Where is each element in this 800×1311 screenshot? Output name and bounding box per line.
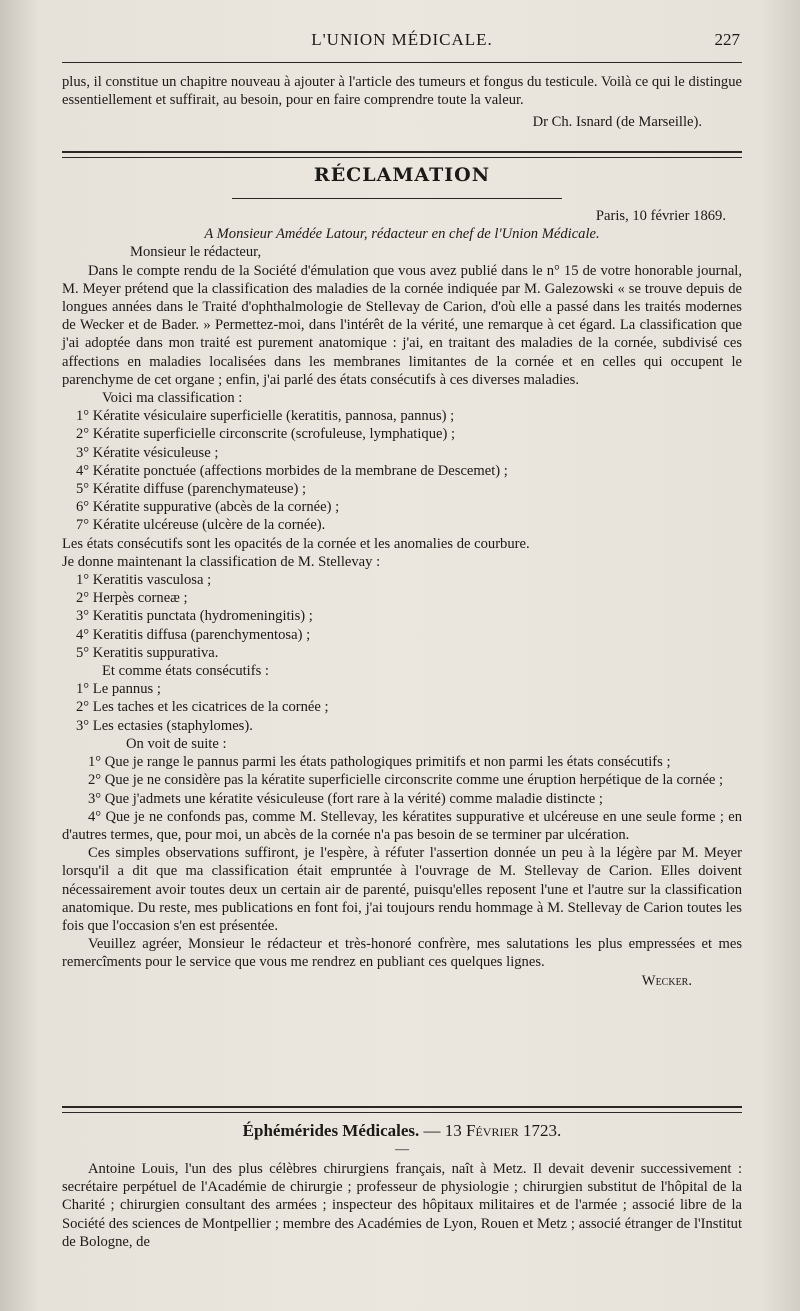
address-line: A Monsieur Amédée Latour, rédacteur en chef de l'Union Médicale. — [204, 226, 600, 243]
section-title: RÉCLAMATION — [313, 164, 491, 186]
letter-paragraph: Ces simples observations suffiront, je l'espère, à réfuter l'assertion donnée un peu à la légère par M. Meyer lorsqu'il a dit que ma classification était empruntée à l'ouvrage de M. Stellevay de Carion. Elles doivent nécessairement avoir toutes deux un certain air de parenté, puisqu'elles reposent l'une et l'autre sur la classification anatomique. Du reste, mes publications en font foi, j'ai toujours rendu hommage à M. Stellevay de Carion toutes les fois que l'occasion s'en est présentée. — [62, 845, 742, 934]
page-header — [62, 30, 742, 56]
ephemerides-section — [62, 1160, 742, 1251]
list-item: 2° Herpès corneæ ; — [76, 590, 188, 607]
intro-paragraph: plus, il constitue un chapitre nouveau à ajouter à l'article des tumeurs et fongus du testicule. Voilà ce qui le distingue essentiellement et suffirait, au besoin, pour en faire comprendre toute la valeur. — [62, 74, 742, 109]
list-item: 2° Kératite superficielle circonscrite (scrofuleuse, lymphatique) ; — [76, 426, 456, 443]
list-item: 3° Kératite vésiculeuse ; — [76, 444, 219, 461]
header-rule — [62, 62, 742, 63]
stellevay-intro: Je donne maintenant la classification de M. Stellevay : — [62, 553, 381, 570]
letter-signature: Wecker. — [641, 972, 692, 989]
point-paragraph: 2° Que je ne considère pas la kératite superficielle circonscrite comme une éruption herpétique de la cornée ; — [88, 772, 724, 789]
ephemerides-title — [62, 1121, 742, 1141]
own-classification-list — [62, 407, 742, 534]
intro-section — [62, 73, 742, 132]
section-divider — [62, 151, 742, 158]
page-number: 227 — [714, 30, 740, 49]
list-item: 4° Kératite ponctuée (affections morbides de la membrane de Descemet) ; — [76, 462, 508, 479]
dateline: Paris, 10 février 1869. — [595, 208, 726, 224]
ephemerides-date: — 13 Février 1723. — [423, 1121, 562, 1140]
consecutive-states-list — [62, 680, 742, 735]
list-item: 6° Kératite suppurative (abcès de la cornée) ; — [76, 499, 340, 516]
section-divider — [62, 1106, 742, 1113]
list-item: 7° Kératite ulcéreuse (ulcère de la cornée). — [76, 517, 326, 534]
point-paragraph: 4° Que je ne confonds pas, comme M. Stellevay, les kératites suppurative et ulcéreuse en une seule forme ; en d'autres termes, que, pour moi, un abcès de la cornée n'a pas besoin de se terminer par ulcération. — [62, 808, 742, 843]
consecutive-intro: Et comme états consécutifs : — [102, 663, 269, 680]
list-item: 3° Keratitis punctata (hydromeningitis) ; — [76, 608, 313, 625]
ephemerides-paragraph: Antoine Louis, l'un des plus célèbres chirurgiens français, naît à Metz. Il devait devenir successivement : secrétaire perpétuel de l'Académie de chirurgie ; professeur de physiologie ; chirurgien substitut de l'hôpital de la Charité ; chirurgien consultant des armées ; inspecteur des hôpitaux militaires et de l'armée ; associé libre de la Société des sciences de Montpellier ; membre des Académies de Lyon, Rouen et Metz ; associé étranger de l'Institut de Bologne, de — [62, 1161, 742, 1250]
point-paragraph: 1° Que je range le pannus parmi les états pathologiques primitifs et non parmi les états consécutifs ; — [88, 754, 671, 771]
consecutive-note: Les états consécutifs sont les opacités de la cornée et les anomalies de courbure. — [62, 535, 530, 552]
reclamation-letter — [62, 207, 742, 990]
point-paragraph: 3° Que j'admets une kératite vésiculeuse (fort rare à la vérité) comme maladie distincte ; — [88, 790, 603, 807]
list-item: 4° Keratitis diffusa (parenchymentosa) ; — [76, 626, 311, 643]
list-item: 1° Keratitis vasculosa ; — [76, 572, 212, 589]
ephemerides-dash: — — [395, 1142, 409, 1157]
ephemerides-heading: Éphémérides Médicales. — [242, 1121, 420, 1140]
on-voit-line: On voit de suite : — [126, 735, 227, 752]
list-item: 1° Kératite vésiculaire superficielle (keratitis, pannosa, pannus) ; — [76, 408, 455, 425]
list-item: 1° Le pannus ; — [76, 681, 161, 698]
salutation: Monsieur le rédacteur, — [130, 244, 262, 261]
list-item: 5° Kératite diffuse (parenchymateuse) ; — [76, 481, 307, 498]
running-title: L'UNION MÉDICALE. — [311, 30, 493, 49]
letter-paragraph: Dans le compte rendu de la Société d'émulation que vous avez publié dans le n° 15 de votre honorable journal, M. Meyer prétend que la classification des maladies de la cornée indiquée par M. Galezowski « se trouve depuis de longues années dans le Traité d'ophthalmologie de Stellevay de Carion, d'où elle a passé dans les traités modernes de Wecker et de Bader. » Permettez-moi, dans l'intérêt de la vérité, une remarque à cet égard. La classification que j'ai adoptée dans mon traité est purement anatomique : j'ai, en traitant des maladies de la cornée, subdivisé ces affections en maladies localisées dans les membranes limitantes de la cornée et en celles qui occupent le parenchyme de cet organe ; enfin, j'ai parlé des états consécutifs à ces diverses maladies. — [62, 262, 742, 388]
closing-paragraph: Veuillez agréer, Monsieur le rédacteur et très-honoré confrère, mes salutations les plus empressées et mes remercîments pour le service que vous me rendrez en publiant ces quelques lignes. — [62, 936, 742, 971]
stellevay-classification-list — [62, 571, 742, 662]
list-item: 2° Les taches et les cicatrices de la cornée ; — [76, 699, 329, 716]
intro-signature: Dr Ch. Isnard (de Marseille). — [532, 114, 702, 131]
title-rule — [232, 198, 562, 199]
list-item: 3° Les ectasies (staphylomes). — [76, 717, 253, 734]
classification-intro: Voici ma classification : — [102, 390, 243, 407]
list-item: 5° Keratitis suppurativa. — [76, 644, 219, 661]
